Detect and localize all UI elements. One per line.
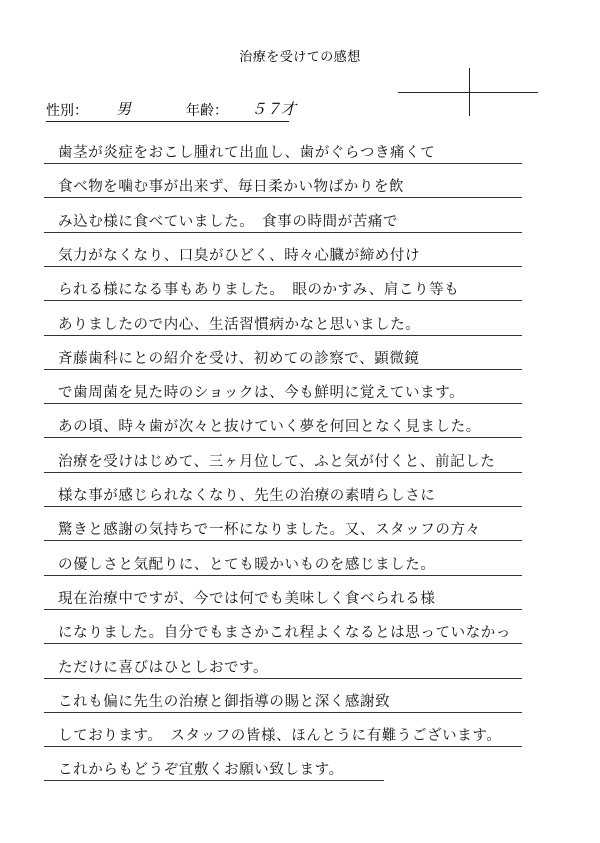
ruled-line <box>44 746 522 747</box>
gender-label: 性別： <box>46 103 88 119</box>
ruled-line <box>44 369 522 370</box>
ruled-line <box>44 300 522 301</box>
text-line: み込む様に食べていました。 食事の時間が苦痛で <box>58 214 399 230</box>
text-line: ただけに喜びはひとしおです。 <box>58 660 269 676</box>
cross-mark-horizontal <box>398 92 538 93</box>
text-line: 様な事が感じられなくなり、先生の治療の素晴らしさに <box>58 488 436 504</box>
ruled-line <box>44 163 522 164</box>
document-title: 治療を受けての感想 <box>239 50 361 65</box>
header-underline <box>46 121 289 122</box>
text-line: になりました。自分でもまさかこれ程よくなるとは思っていなかっ <box>58 625 511 641</box>
ruled-line <box>44 678 522 679</box>
cross-mark-vertical <box>469 68 470 116</box>
text-line: あの頃、時々歯が次々と抜けていく夢を何回となく見ました。 <box>58 419 481 435</box>
ruled-line <box>44 335 522 336</box>
ruled-line <box>44 643 522 644</box>
text-line: 治療を受けはじめて、三ヶ月位して、ふと気が付くと、前記した <box>58 454 496 470</box>
ruled-line <box>44 780 384 781</box>
text-line: 斉藤歯科にとの紹介を受け、初めての診察で、顕微鏡 <box>58 351 420 367</box>
text-line: 現在治療中ですが、今では何でも美味しく食べられる様 <box>58 591 436 607</box>
age-label: 年齢： <box>186 103 228 119</box>
ruled-line <box>44 575 522 576</box>
text-line: これも偏に先生の治療と御指導の賜と深く感謝致 <box>58 694 391 710</box>
text-line: 歯茎が炎症をおこし腫れて出血し、歯がぐらつき痛くて <box>58 145 436 161</box>
ruled-line <box>44 403 522 404</box>
age-value: ５７才 <box>251 100 297 118</box>
ruled-line <box>44 712 522 713</box>
ruled-line <box>44 609 522 610</box>
text-line: ありましたので内心、生活習慣病かなと思いました。 <box>58 317 421 333</box>
ruled-line <box>44 506 522 507</box>
text-line: 気力がなくなり、口臭がひどく、時々心臓が締め付け <box>58 248 421 264</box>
text-line: られる様になる事もありました。 眼のかすみ、肩こり等も <box>58 282 460 298</box>
text-line: これからもどうぞ宜敷くお願い致します。 <box>58 762 344 778</box>
ruled-line <box>44 266 522 267</box>
ruled-line <box>44 197 522 198</box>
ruled-line <box>44 437 522 438</box>
text-line: で歯周菌を見た時のショックは、今も鮮明に覚えています。 <box>58 385 465 401</box>
ruled-line <box>44 472 522 473</box>
text-line: 食べ物を噛む事が出来ず、毎日柔かい物ばかりを飲 <box>58 179 405 195</box>
text-line: の優しさと気配りに、とても暖かいものを感じました。 <box>58 557 436 573</box>
text-line: しております。 スタッフの皆様、ほんとうに有難うございます。 <box>58 728 502 744</box>
text-line: 驚きと感謝の気持ちで一杯になりました。又、スタッフの方々 <box>58 522 481 538</box>
ruled-line <box>44 540 522 541</box>
ruled-line <box>44 232 522 233</box>
respondent-info <box>46 98 346 120</box>
gender-value: 男 <box>116 100 132 118</box>
